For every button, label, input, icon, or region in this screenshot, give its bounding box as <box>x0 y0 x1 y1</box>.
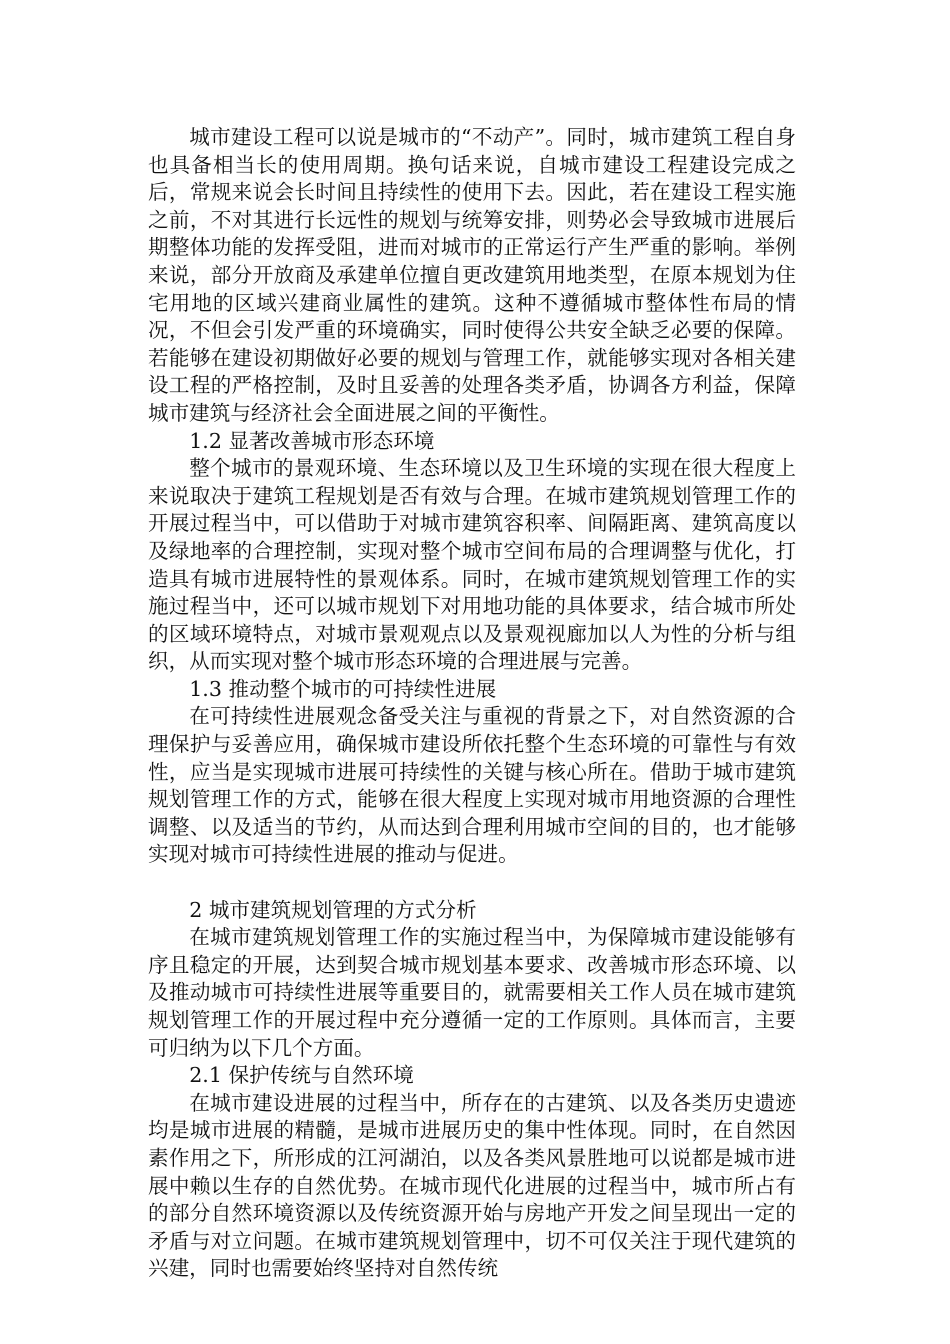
paragraph-urban-planning-importance: 城市建设工程可以说是城市的“不动产”。同时，城市建筑工程自身也具备相当长的使用周期。换句话来说，自城市建设工程建设完成之后，常规来说会长时间且持续性的使用下去。因此，若在建设工程实施之前，不对其进行长远性的规划与统筹安排，则势必会导致城市进展后期整体功能的发挥受阻，进而对城市的正常运行产生严重的影响。举例来说，部分开放商及承建单位擅自更改建筑用地类型，在原本规划为住宅用地的区域兴建商业属性的建筑。这种不遵循城市整体性布局的情况，不但会引发严重的环境确实，同时使得公共安全缺乏必要的保障。若能够在建设初期做好必要的规划与管理工作，就能够实现对各相关建设工程的严格控制，及时且妥善的处理各类矛盾，协调各方利益，保障城市建筑与经济社会全面进展之间的平衡性。 <box>148 125 796 425</box>
paragraph-sustainable-development: 在可持续性进展观念备受关注与重视的背景之下，对自然资源的合理保护与妥善应用，确保城市建设所依托整个生态环境的可靠性与有效性，应当是实现城市进展可持续性的关键与核心所在。借助于城市建筑规划管理工作的方式，能够在很大程度上实现对城市用地资源的合理性调整、以及适当的节约，从而达到合理利用城市空间的目的，也才能够实现对城市可持续性进展的推动与促进。 <box>148 704 796 867</box>
section-heading-2-1: 2.1 保护传统与自然环境 <box>189 1063 414 1088</box>
paragraph-protect-tradition-nature: 在城市建设进展的过程当中，所存在的古建筑、以及各类历史遗迹均是城市进展的精髓，是城市进展历史的集中性体现。同时，在自然因素作用之下，所形成的江河湖泊，以及各类风景胜地可以说都是城市进展中赖以生存的自然优势。在城市现代化进展的过程当中，城市所占有的部分自然环境资源以及传统资源开始与房地产开发之间呈现出一定的矛盾与对立问题。在城市建筑规划管理中，切不可仅关注于现代建筑的兴建，同时也需要始终坚持对自然传统 <box>148 1090 796 1281</box>
paragraph-planning-management-methods: 在城市建筑规划管理工作的实施过程当中，为保障城市建设能够有序且稳定的开展，达到契合城市规划基本要求、改善城市形态环境、以及推动城市可持续性进展等重要目的，就需要相关工作人员在城市建筑规划管理工作的开展过程中充分遵循一定的工作原则。具体而言，主要可归纳为以下几个方面。 <box>148 925 796 1060</box>
document-body <box>148 124 796 1283</box>
section-heading-2: 2 城市建筑规划管理的方式分析 <box>189 897 477 922</box>
paragraph-gap <box>148 869 796 897</box>
section-heading-1-2: 1.2 显著改善城市形态环境 <box>189 428 435 453</box>
section-heading-1-3: 1.3 推动整个城市的可持续性进展 <box>189 676 497 701</box>
paragraph-urban-form-environment: 整个城市的景观环境、生态环境以及卫生环境的实现在很大程度上来说取决于建筑工程规划是否有效与合理。在城市建筑规划管理工作的开展过程当中，可以借助于对城市建筑容积率、间隔距离、建筑高度以及绿地率的合理控制，实现对整个城市空间布局的合理调整与优化，打造具有城市进展特性的景观体系。同时，在城市建筑规划管理工作的实施过程当中，还可以城市规划下对用地功能的具体要求，结合城市所处的区域环境特点，对城市景观观点以及景观视廊加以人为性的分析与组织，从而实现对整个城市形态环境的合理进展与完善。 <box>148 456 796 674</box>
